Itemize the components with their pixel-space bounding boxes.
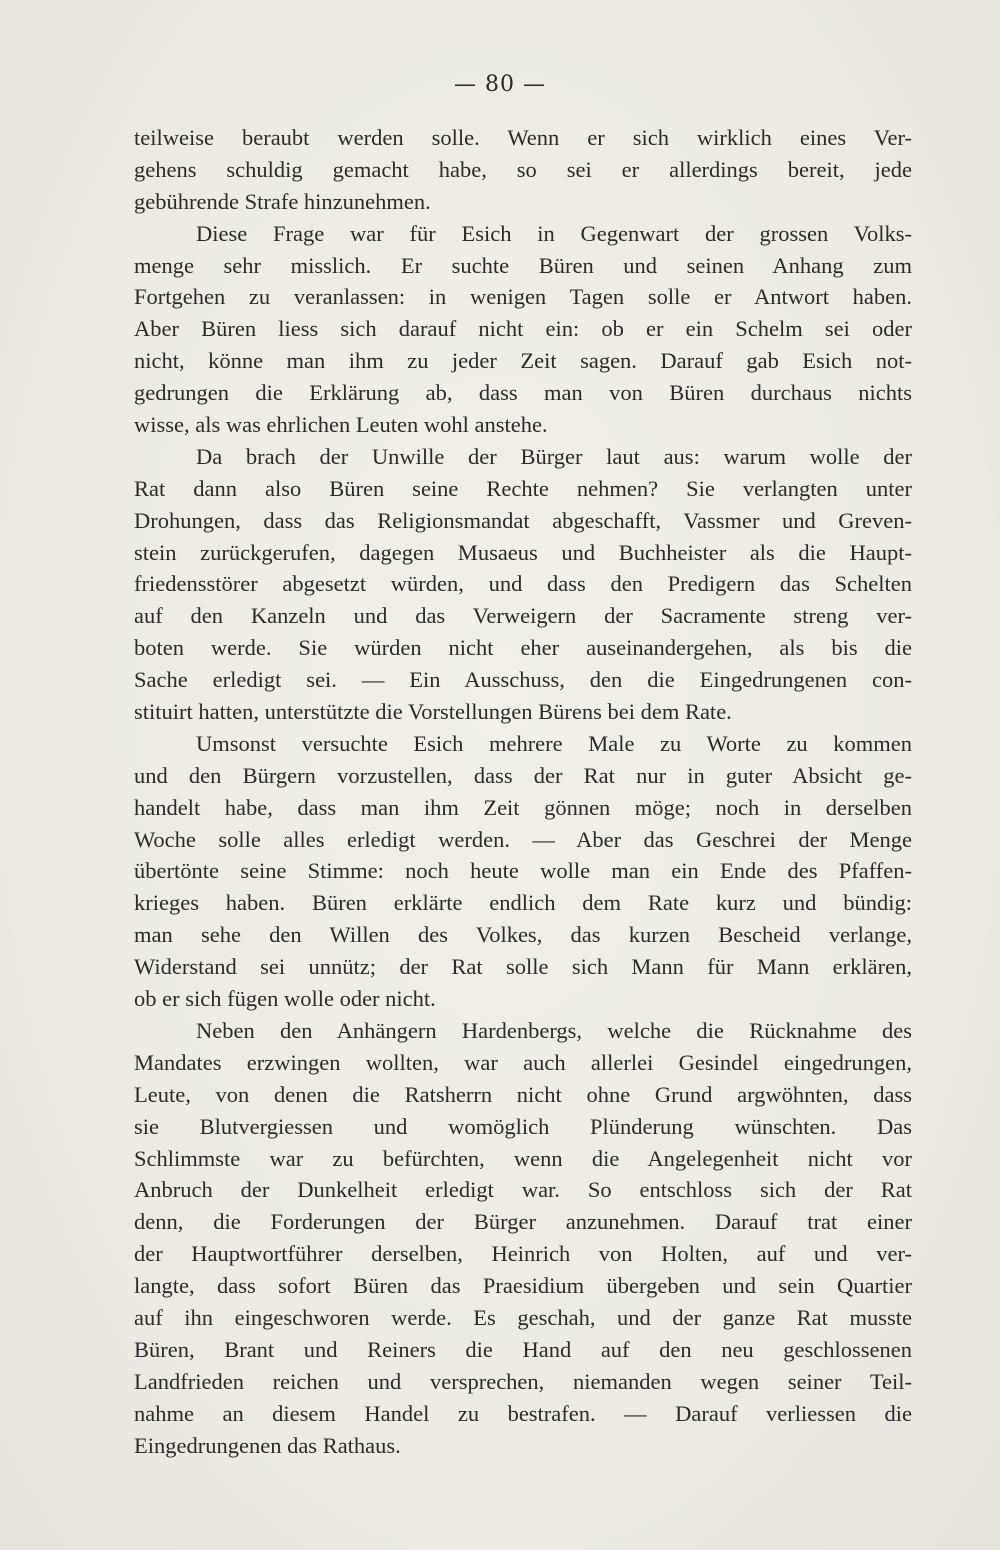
text-line: Eingedrungenen das Rathaus.	[134, 1432, 401, 1458]
text-line: und den Bürgern vorzustellen, dass der Rat nur in guter Absicht ge-	[134, 762, 912, 788]
text-line: man sehe den Willen des Volkes, das kurzen Bescheid verlange,	[134, 922, 912, 948]
text-line: auf den Kanzeln und das Verweigern der Sacramente streng ver-	[134, 603, 912, 629]
text-line: sie Blutvergiessen und womöglich Plünderung wünschten. Das	[134, 1113, 912, 1139]
text-line: Büren, Brant und Reiners die Hand auf den neu geschlossenen	[134, 1336, 912, 1362]
text-line: gedrungen die Erklärung ab, dass man von Büren durchaus nichts	[134, 380, 912, 406]
text-line: Neben den Anhängern Hardenbergs, welche die Rücknahme des	[196, 1017, 912, 1043]
text-line: menge sehr misslich. Er suchte Büren und seinen Anhang zum	[134, 252, 912, 278]
paragraph	[134, 122, 912, 218]
text-line: Sache erledigt sei. — Ein Ausschuss, den die Eingedrungenen con-	[134, 667, 912, 693]
text-line: Drohungen, dass das Religionsmandat abgeschafft, Vassmer und Greven-	[134, 507, 912, 533]
text-line: nicht, könne man ihm zu jeder Zeit sagen. Darauf gab Esich not-	[134, 348, 912, 374]
text-line: Landfrieden reichen und versprechen, niemanden wegen seiner Teil-	[134, 1368, 912, 1394]
text-line: Aber Büren liess sich darauf nicht ein: ob er ein Schelm sei oder	[134, 316, 912, 342]
text-line: stein zurückgerufen, dagegen Musaeus und Buchheister als die Haupt-	[134, 539, 912, 565]
text-line: Mandates erzwingen wollten, war auch allerlei Gesindel eingedrungen,	[134, 1049, 912, 1075]
text-line: krieges haben. Büren erklärte endlich dem Rate kurz und bündig:	[134, 890, 912, 916]
body-text	[134, 122, 912, 1461]
text-line: handelt habe, dass man ihm Zeit gönnen möge; noch in derselben	[134, 794, 912, 820]
paragraph	[134, 1015, 912, 1461]
text-line: teilweise beraubt werden solle. Wenn er sich wirklich eines Ver-	[134, 125, 912, 150]
paragraph	[134, 441, 912, 728]
text-line: friedensstörer abgesetzt würden, und dass den Predigern das Schelten	[134, 571, 912, 597]
text-line: Fortgehen zu veranlassen: in wenigen Tagen solle er Antwort haben.	[134, 284, 912, 310]
text-line: gehens schuldig gemacht habe, so sei er allerdings bereit, jede	[134, 156, 912, 182]
text-line: Anbruch der Dunkelheit erledigt war. So entschloss sich der Rat	[134, 1177, 912, 1203]
text-line: Da brach der Unwille der Bürger laut aus: warum wolle der	[196, 443, 912, 469]
text-line: ob er sich fügen wolle oder nicht.	[134, 986, 436, 1012]
text-line: Diese Frage war für Esich in Gegenwart der grossen Volks-	[196, 220, 912, 246]
text-line: Widerstand sei unnütz; der Rat solle sich Mann für Mann erklären,	[134, 954, 912, 980]
text-line: Umsonst versuchte Esich mehrere Male zu Worte zu kommen	[196, 730, 912, 756]
text-line: Rat dann also Büren seine Rechte nehmen? Sie verlangten unter	[134, 475, 912, 501]
text-line: boten werde. Sie würden nicht eher auseinandergehen, als bis die	[134, 635, 912, 661]
text-line: gebührende Strafe hinzunehmen.	[134, 188, 431, 214]
text-line: stituirt hatten, unterstützte die Vorstellungen Bürens bei dem Rate.	[134, 699, 732, 725]
page-number: — 80 —	[454, 72, 546, 97]
paragraph	[134, 218, 912, 441]
text-line: der Hauptwortführer derselben, Heinrich von Holten, auf und ver-	[134, 1241, 912, 1267]
text-line: wisse, als was ehrlichen Leuten wohl anstehe.	[134, 412, 548, 438]
paragraph	[134, 728, 912, 1015]
text-line: nahme an diesem Handel zu bestrafen. — Darauf verliessen die	[134, 1400, 912, 1426]
text-line: auf ihn eingeschworen werde. Es geschah, und der ganze Rat musste	[134, 1304, 912, 1330]
text-line: langte, dass sofort Büren das Praesidium übergeben und sein Quartier	[134, 1273, 912, 1299]
text-line: Leute, von denen die Ratsherrn nicht ohne Grund argwöhnten, dass	[134, 1081, 912, 1107]
text-line: Schlimmste war zu befürchten, wenn die Angelegenheit nicht vor	[134, 1145, 912, 1171]
text-line: Woche solle alles erledigt werden. — Aber das Geschrei der Menge	[134, 826, 912, 852]
text-line: übertönte seine Stimme: noch heute wolle man ein Ende des Pfaffen-	[134, 858, 912, 884]
text-line: denn, die Forderungen der Bürger anzunehmen. Darauf trat einer	[134, 1209, 912, 1235]
